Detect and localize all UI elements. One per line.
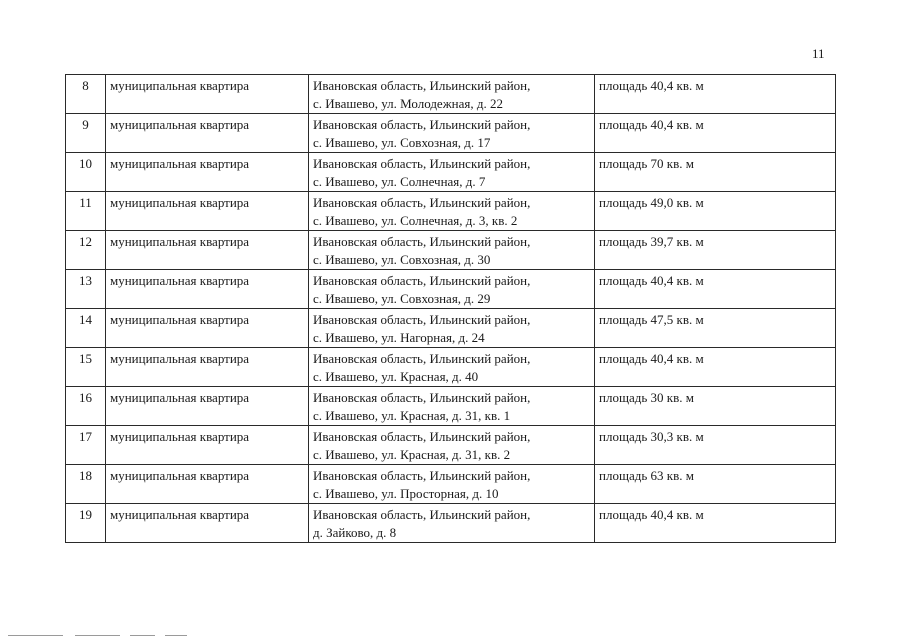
registry-body: [66, 75, 836, 543]
area-cell: площадь 39,7 кв. м: [595, 231, 836, 270]
area-cell: площадь 40,4 кв. м: [595, 504, 836, 543]
address-line-street: д. Зайково, д. 8: [313, 525, 397, 540]
address-line-region: Ивановская область, Ильинский район,: [313, 156, 531, 171]
table-row: [66, 153, 836, 192]
address-line-street: с. Ивашево, ул. Солнечная, д. 7: [313, 174, 486, 189]
table-row: [66, 465, 836, 504]
row-number-cell: 17: [66, 426, 106, 465]
address-line-region: Ивановская область, Ильинский район,: [313, 468, 531, 483]
address-line-region: Ивановская область, Ильинский район,: [313, 273, 531, 288]
table-row: [66, 231, 836, 270]
table-row: [66, 426, 836, 465]
area-cell: площадь 40,4 кв. м: [595, 348, 836, 387]
property-type-cell: муниципальная квартира: [106, 75, 309, 114]
address-line-street: с. Ивашево, ул. Молодежная, д. 22: [313, 96, 504, 111]
property-type-cell: муниципальная квартира: [106, 231, 309, 270]
property-type-cell: муниципальная квартира: [106, 153, 309, 192]
address-line-region: Ивановская область, Ильинский район,: [313, 507, 531, 522]
scan-artifact-line: [130, 635, 155, 636]
address-cell: [309, 231, 595, 270]
address-line-region: Ивановская область, Ильинский район,: [313, 429, 531, 444]
property-type-cell: муниципальная квартира: [106, 192, 309, 231]
address-line-region: Ивановская область, Ильинский район,: [313, 312, 531, 327]
row-number-cell: 14: [66, 309, 106, 348]
table-row: [66, 270, 836, 309]
area-cell: площадь 49,0 кв. м: [595, 192, 836, 231]
property-type-cell: муниципальная квартира: [106, 309, 309, 348]
address-line-street: с. Ивашево, ул. Совхозная, д. 17: [313, 135, 491, 150]
address-line-region: Ивановская область, Ильинский район,: [313, 117, 531, 132]
address-line-street: с. Ивашево, ул. Просторная, д. 10: [313, 486, 499, 501]
address-cell: [309, 75, 595, 114]
address-line-street: с. Ивашево, ул. Красная, д. 31, кв. 2: [313, 447, 511, 462]
row-number-cell: 10: [66, 153, 106, 192]
row-number-cell: 13: [66, 270, 106, 309]
table-row: [66, 387, 836, 426]
address-cell: [309, 465, 595, 504]
property-type-cell: муниципальная квартира: [106, 504, 309, 543]
address-line-region: Ивановская область, Ильинский район,: [313, 234, 531, 249]
area-cell: площадь 40,4 кв. м: [595, 75, 836, 114]
area-cell: площадь 40,4 кв. м: [595, 270, 836, 309]
address-line-region: Ивановская область, Ильинский район,: [313, 195, 531, 210]
address-cell: [309, 309, 595, 348]
address-cell: [309, 192, 595, 231]
address-line-street: с. Ивашево, ул. Красная, д. 40: [313, 369, 479, 384]
property-registry-table: [65, 74, 836, 543]
scan-artifact-line: [8, 635, 63, 636]
row-number-cell: 9: [66, 114, 106, 153]
address-line-street: с. Ивашево, ул. Совхозная, д. 30: [313, 252, 491, 267]
address-line-street: с. Ивашево, ул. Совхозная, д. 29: [313, 291, 491, 306]
area-cell: площадь 30 кв. м: [595, 387, 836, 426]
address-cell: [309, 426, 595, 465]
table-row: [66, 75, 836, 114]
row-number-cell: 11: [66, 192, 106, 231]
address-line-region: Ивановская область, Ильинский район,: [313, 351, 531, 366]
area-cell: площадь 47,5 кв. м: [595, 309, 836, 348]
row-number-cell: 15: [66, 348, 106, 387]
property-type-cell: муниципальная квартира: [106, 114, 309, 153]
area-cell: площадь 40,4 кв. м: [595, 114, 836, 153]
table-row: [66, 192, 836, 231]
page-number: 11: [812, 46, 825, 61]
row-number-cell: 19: [66, 504, 106, 543]
property-type-cell: муниципальная квартира: [106, 270, 309, 309]
property-type-cell: муниципальная квартира: [106, 465, 309, 504]
address-cell: [309, 504, 595, 543]
address-cell: [309, 270, 595, 309]
table-row: [66, 504, 836, 543]
address-cell: [309, 387, 595, 426]
address-cell: [309, 348, 595, 387]
address-line-region: Ивановская область, Ильинский район,: [313, 390, 531, 405]
table-row: [66, 309, 836, 348]
area-cell: площадь 30,3 кв. м: [595, 426, 836, 465]
address-line-street: с. Ивашево, ул. Солнечная, д. 3, кв. 2: [313, 213, 518, 228]
address-line-street: с. Ивашево, ул. Нагорная, д. 24: [313, 330, 485, 345]
property-type-cell: муниципальная квартира: [106, 348, 309, 387]
property-type-cell: муниципальная квартира: [106, 387, 309, 426]
table-row: [66, 114, 836, 153]
address-cell: [309, 153, 595, 192]
property-type-cell: муниципальная квартира: [106, 426, 309, 465]
row-number-cell: 8: [66, 75, 106, 114]
row-number-cell: 12: [66, 231, 106, 270]
scan-artifact-line: [165, 635, 187, 636]
address-line-street: с. Ивашево, ул. Красная, д. 31, кв. 1: [313, 408, 511, 423]
row-number-cell: 18: [66, 465, 106, 504]
row-number-cell: 16: [66, 387, 106, 426]
address-cell: [309, 114, 595, 153]
area-cell: площадь 63 кв. м: [595, 465, 836, 504]
area-cell: площадь 70 кв. м: [595, 153, 836, 192]
scan-artifact-line: [75, 635, 120, 636]
table-row: [66, 348, 836, 387]
address-line-region: Ивановская область, Ильинский район,: [313, 78, 531, 93]
